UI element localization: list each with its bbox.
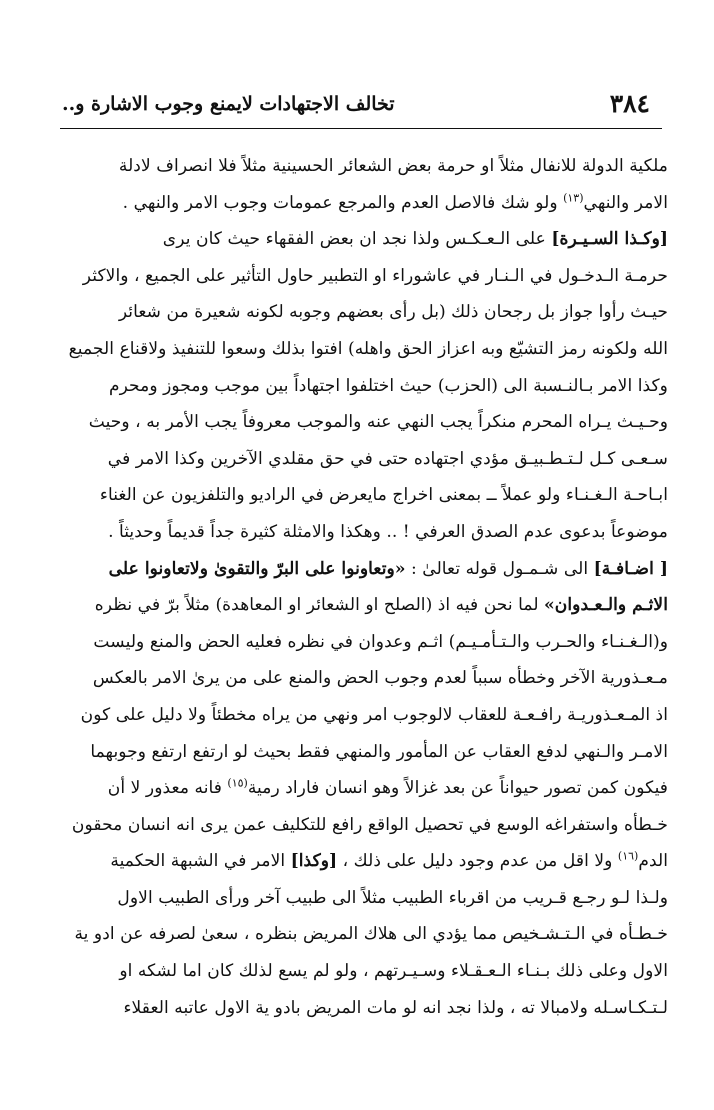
text-line: موضوعاً بدعوى عدم الصدق العرفي ! .. وهكذا والامثلة كثيرة جداً قديماً وحديثاً .	[108, 521, 668, 542]
body-text	[54, 148, 668, 1026]
text-line: الاول وعلى ذلك بـنـاء الـعـقـلاء وسـيـرتهم ، ولو لم يسع لذلك كان اما لشكه او	[119, 961, 668, 982]
text-line: وكذا الامر بـالنـسبة الى (الحزب) حيث اختلفوا اجتهاداً بين موجب ومجوز ومحرم	[108, 375, 668, 396]
text-line: ابـاحـة الـغـنـاء ولو عملاً ــ بمعنى اخراج مايعرض في الراديو والتلفزيون عن الغناء	[99, 485, 668, 506]
paragraph-2	[54, 221, 668, 550]
section-heading: [وكذا]	[290, 851, 338, 872]
running-header	[62, 86, 658, 122]
header-title: تخالف الاجتهادات لايمنع وجوب الاشارة و..	[62, 93, 395, 115]
text-line: الامر والنهي$^{(١٣)}$ ولو شك فالاصل العدم والمرجع عمومات وجوب الامر والنهي .	[122, 190, 668, 213]
paragraph-1	[54, 148, 668, 221]
text-line: ولـذا لـو رجـع قـريب من اقرباء الطبيب مثلاً الى طبيب آخر ورأى الطبيب الاول	[117, 887, 668, 908]
header-divider	[60, 128, 662, 129]
text-line: وحـيـث يـراه المحرم منكراً يجب النهي عنه والموجب معروفاً يجب الأمر به ، وحيث	[88, 412, 668, 433]
text-line: مـعـذورية الآخر وخطأه سبباً لعدم وجوب الحض والمنع على من يرىٰ الامر بالعكس	[92, 668, 668, 689]
section-heading: [وكـذا السـيـرة]	[551, 229, 668, 250]
footnote-ref: (١٥)	[227, 776, 248, 790]
text-line: و(الـغـنـاء والحـرب والـتـأمـيـم) اثـم وعدوان في نظره فعليه الحض والمنع وليست	[93, 631, 668, 652]
page-number: ٣٨٤	[609, 89, 650, 118]
text-line: اذ المـعـذوريـة رافـعـة للعقاب لالوجوب امر ونهي من يراه مخطئاً ولا دليل على كون	[80, 704, 668, 725]
text-line: حرمـة الـدخـول في الـنـار في عاشوراء او التطبير حاول التأثير على الجميع ، والاكثر	[82, 265, 668, 286]
paragraph-3	[54, 551, 668, 1027]
section-heading: [ اضـافـة]	[593, 558, 668, 579]
footnote-ref: (١٣)	[563, 190, 584, 204]
text-line: الاثـم والـعـدوان» لما نحن فيه اذ (الصلح او الشعائر او المعاهدة) مثلاً برّ في نظره	[94, 595, 668, 616]
text-line: خـطأه واستفراغه الوسع في تحصيل الواقع رافع للتكليف عمن يرى انه انسان محقون	[71, 814, 668, 835]
text-line: لـتـكـاسـله ولامبالا ته ، ولذا نجد انه لو مات المريض بادو ية الاول عاتبه العقلاء	[123, 997, 668, 1018]
text-line: [وكـذا السـيـرة] على الـعـكـس ولذا نجد ان بعض الفقهاء حيث كان يرى	[162, 229, 668, 250]
text-line: الله ولكونه رمز التشيّع وبه اعزاز الحق واهله) افتوا بذلك وسعوا للتنفيذ ولاقناع الجميع	[68, 338, 668, 359]
text-line: الدم$^{(١٦)}$ ولا اقل من عدم وجود دليل على ذلك ، [وكذا] الامر في الشبهة الحكمية	[110, 849, 668, 872]
quran-verse: الاثـم والـعـدوان»	[544, 595, 668, 616]
text-line: الامـر والـنهي لدفع العقاب عن المأمور والمنهي فقط بحيث لو ارتفع ارتفع وجوبهما	[90, 741, 668, 762]
text-line: سـعـى كـل لـتـطـبيـق مؤدي اجتهاده حتى في حق مقلدي الآخرين وكذا الامر في	[107, 448, 668, 469]
text-line: حيـث رأوا جواز بل رجحان ذلك (بل رأى بعضهم وجوبه لكونه شعيرة من شعائر	[118, 302, 668, 323]
footnote-ref: (١٦)	[617, 849, 639, 863]
text-line: خـطـأه في الـتـشـخيص مما يؤدي الى هلاك المريض بنظره ، سعىٰ لصرفه عن ادو ية	[74, 924, 668, 945]
quran-verse: «وتعاونوا على البرّ والتقوىٰ ولاتعاونوا على	[108, 558, 406, 579]
text-line: ملكية الدولة للانفال مثلاً او حرمة بعض الشعائر الحسينية مثلاً فلا انصراف لادلة	[118, 156, 668, 176]
text-line: [ اضـافـة] الى شـمـول قوله تعالىٰ : «وتعاونوا على البرّ والتقوىٰ ولاتعاونوا على	[108, 558, 668, 579]
text-line: فيكون كمن تصور حيواناً عن بعد غزالاً وهو انسان فاراد رمية$^{(١٥)}$ فانه معذور لا أن	[107, 776, 668, 799]
